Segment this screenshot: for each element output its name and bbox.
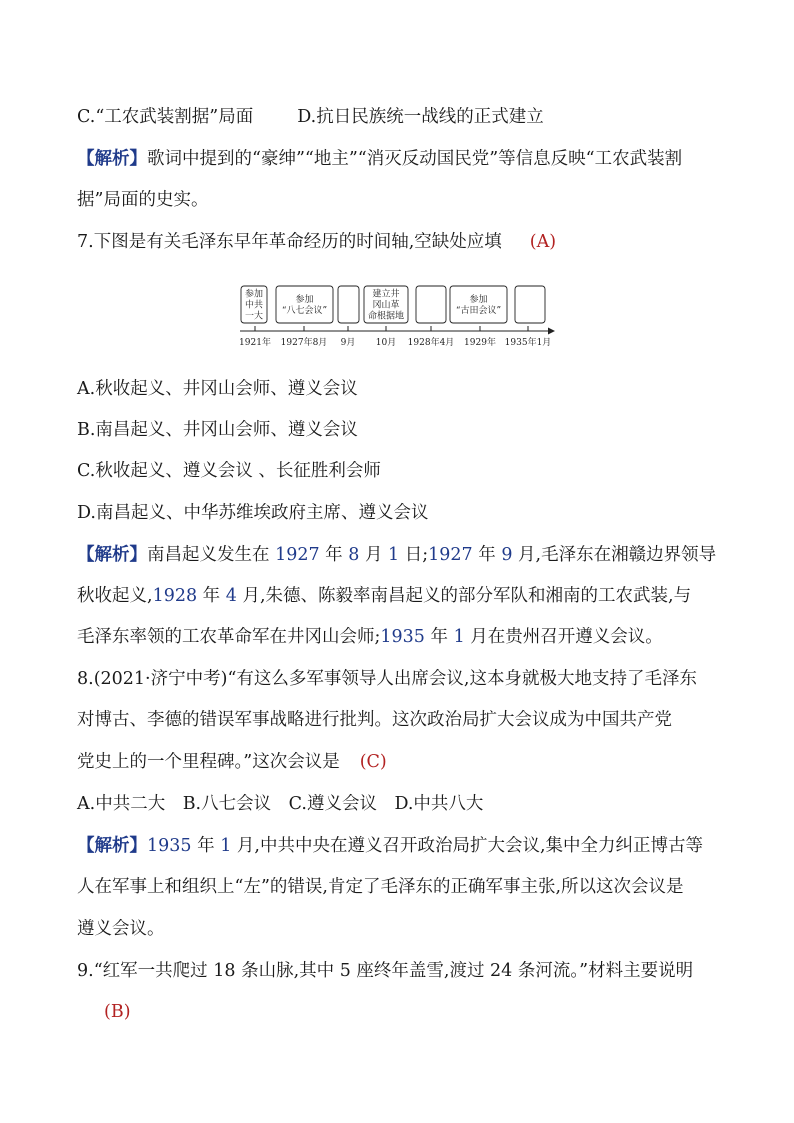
q7-option-d: D.南昌起义、中华苏维埃政府主席、遵义会议 bbox=[77, 503, 429, 523]
number: 1935 bbox=[147, 836, 192, 856]
q7-analysis-line-2 bbox=[77, 584, 691, 608]
timeline-box-label: “八七会议” bbox=[281, 306, 328, 317]
number: 24 bbox=[490, 961, 513, 981]
number: 18 bbox=[213, 961, 236, 981]
q8-answer: (C) bbox=[359, 752, 387, 772]
q7-stem bbox=[77, 230, 556, 254]
timeline-box bbox=[416, 286, 446, 323]
timeline-box-label: 命根据地 bbox=[367, 311, 405, 322]
timeline-box-label: 参加 bbox=[469, 295, 488, 306]
analysis-tag: 【解析】 bbox=[77, 836, 147, 856]
timeline-date-label: 10月 bbox=[375, 338, 397, 348]
timeline-box bbox=[515, 286, 545, 323]
q6-option-row bbox=[77, 105, 544, 129]
text: 条河流。”材料主要说明 bbox=[512, 961, 694, 981]
q6-analysis-text: 歌词中提到的“豪绅”“地主”“消灭反动国民党”等信息反映“工农武装割 bbox=[147, 149, 683, 169]
text: 年 bbox=[191, 836, 221, 856]
analysis-tag: 【解析】 bbox=[77, 545, 147, 565]
number: 1 bbox=[453, 627, 465, 647]
q7-analysis-line-1 bbox=[77, 543, 716, 567]
q8-analysis-line-3: 遵义会议。 bbox=[77, 919, 165, 939]
timeline-arrow bbox=[548, 328, 555, 335]
timeline-box-label: 参加 bbox=[244, 289, 264, 300]
timeline-box bbox=[338, 286, 359, 323]
number: 8 bbox=[348, 545, 360, 565]
text: 条山脉,其中 bbox=[235, 961, 340, 981]
text: 月 bbox=[359, 545, 389, 565]
text: 南昌起义发生在 bbox=[147, 545, 276, 565]
q9-stem-line-1 bbox=[77, 959, 693, 983]
timeline-box-label: 冈山革 bbox=[372, 300, 400, 311]
number: 1927 bbox=[428, 545, 473, 565]
q8-stem-line-3 bbox=[77, 750, 387, 774]
timeline-date-label: 1928年4月 bbox=[407, 338, 455, 348]
text: 年 bbox=[197, 586, 226, 606]
q9-answer-line bbox=[104, 1000, 131, 1024]
text: 年 bbox=[424, 627, 454, 647]
q7-answer: (A) bbox=[529, 232, 557, 252]
text: 月,朱德、陈毅率南昌起义的部分军队和湘南的工农武装,与 bbox=[236, 586, 692, 606]
q7-analysis-line-3 bbox=[77, 625, 663, 649]
text: 年 bbox=[319, 545, 349, 565]
timeline-box-label: 一大 bbox=[244, 311, 264, 322]
q6-analysis-line-2: 据”局面的史实。 bbox=[77, 190, 209, 210]
number: 1 bbox=[220, 836, 232, 856]
text: 日; bbox=[399, 545, 429, 565]
analysis-tag: 【解析】 bbox=[77, 149, 147, 169]
q8-analysis-line-1 bbox=[77, 834, 703, 858]
timeline-box-label: 参加 bbox=[295, 295, 314, 306]
q7-stem-text: 7.下图是有关毛泽东早年革命经历的时间轴,空缺处应填 bbox=[77, 232, 502, 252]
text: 月在贵州召开遵义会议。 bbox=[464, 627, 663, 647]
q7-option-a: A.秋收起义、井冈山会师、遵义会议 bbox=[77, 379, 358, 399]
text: 月,毛泽东在湘赣边界领导 bbox=[512, 545, 717, 565]
text: 月,中共中央在遵义召开政治局扩大会议,集中全力纠正博古等 bbox=[231, 836, 704, 856]
number: 9 bbox=[501, 545, 513, 565]
q8-analysis-line-2: 人在军事上和组织上“左”的错误,肯定了毛泽东的正确军事主张,所以这次会议是 bbox=[77, 877, 684, 897]
text: 毛泽东率领的工农革命军在井冈山会师; bbox=[77, 627, 381, 647]
q6-analysis-line-1 bbox=[77, 147, 682, 171]
timeline-date-label: 1921年 bbox=[239, 338, 271, 348]
q8-stem-line-1: 8.(2021·济宁中考)“有这么多军事领导人出席会议,这本身就极大地支持了毛泽东 bbox=[77, 669, 697, 689]
timeline-box-label: 中共 bbox=[244, 300, 264, 311]
number: 5 bbox=[339, 961, 351, 981]
timeline-box-label: “古田会议” bbox=[455, 306, 502, 317]
timeline-box-label: 建立井 bbox=[372, 289, 400, 300]
q6-option-c: C.“工农武装割据”局面 bbox=[77, 107, 254, 127]
number: 1927 bbox=[275, 545, 320, 565]
q7-option-b: B.南昌起义、井冈山会师、遵义会议 bbox=[77, 420, 358, 440]
q9-answer: (B) bbox=[104, 1002, 131, 1022]
timeline-date-label: 1935年1月 bbox=[504, 338, 552, 348]
q6-option-d: D.抗日民族统一战线的正式建立 bbox=[297, 107, 544, 127]
text: 9.“红军一共爬过 bbox=[77, 961, 214, 981]
number: 1935 bbox=[380, 627, 425, 647]
text: 秋收起义, bbox=[77, 586, 153, 606]
q8-stem-text: 党史上的一个里程碑。”这次会议是 bbox=[77, 752, 340, 772]
timeline-date-label: 1929年 bbox=[464, 338, 496, 348]
text: 座终年盖雪,渡过 bbox=[350, 961, 491, 981]
q8-stem-line-2: 对博古、李德的错误军事战略进行批判。这次政治局扩大会议成为中国共产党 bbox=[77, 710, 672, 730]
number: 4 bbox=[225, 586, 237, 606]
timeline-date-label: 9月 bbox=[340, 338, 356, 348]
timeline-figure bbox=[236, 274, 556, 354]
number: 1928 bbox=[152, 586, 198, 606]
number: 1 bbox=[388, 545, 400, 565]
text: 年 bbox=[472, 545, 502, 565]
q8-options: A.中共二大 B.八七会议 C.遵义会议 D.中共八大 bbox=[77, 794, 484, 814]
timeline-date-label: 1927年8月 bbox=[280, 338, 328, 348]
q7-option-c: C.秋收起义、遵义会议 、长征胜利会师 bbox=[77, 461, 381, 481]
